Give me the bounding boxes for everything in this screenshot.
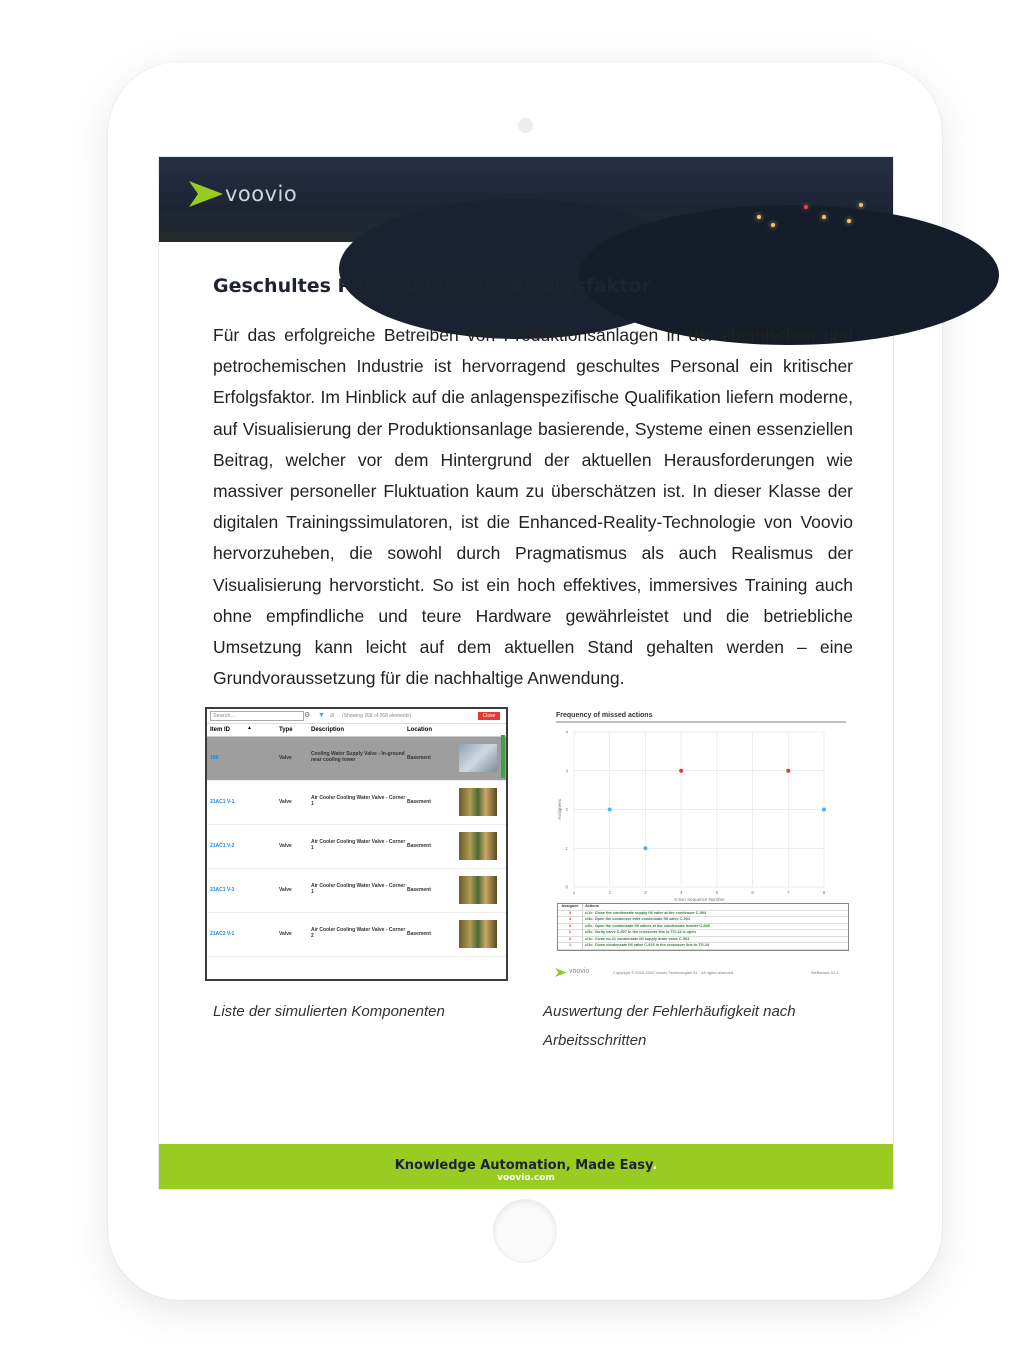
component-list-image — [205, 707, 508, 981]
x-tick-label: 5 — [715, 890, 719, 895]
row-thumbnail — [459, 876, 497, 904]
logo-text: voovio — [225, 182, 298, 206]
copyright-text: Copyright © 2019-2020 Voovio Technologies SL · All rights reserved. — [613, 970, 735, 975]
data-point — [643, 846, 647, 850]
x-tick-label: 8 — [822, 890, 826, 895]
home-button[interactable] — [494, 1200, 556, 1262]
row-thumbnail — [459, 744, 497, 772]
scroll-indicator — [501, 735, 505, 778]
actions-table-header: Assignee Actions — [558, 904, 848, 911]
sort-asc-icon: ▲ — [247, 725, 252, 731]
figure-footer — [555, 967, 845, 979]
actions-table-row: 3 c/6c: Open the condensate fill valves at the condensate header C-908 — [558, 924, 848, 931]
x-tick-label: 6 — [751, 890, 754, 895]
x-tick-label: 1 — [572, 890, 576, 895]
y-tick-label: 3 — [565, 768, 568, 774]
showing-count: (Showing 268 of 268 elements) — [342, 713, 412, 719]
footer-url[interactable]: voovio.com — [497, 1173, 555, 1183]
list-row: 21AC2 V-1 Valve Air Cooler Cooling Water Valve - Corner 2 Basement — [207, 913, 506, 957]
footer-tagline: Knowledge Automation, Made Easy. — [394, 1158, 658, 1173]
article-body: Für das erfolgreiche Betreiben von Produktionsanlagen in der chemischen und petrochemischen Industrie ist hervorragend geschultes Personal ein kritischer Erfolgsfaktor. Im Hinblick auf die anlagenspezifische Qualifikation liefern moderne, auf Visualisierung der Produktionsanlage basierende, Systeme einen essenziellen Beitrag, welcher vor dem Hintergrund der aktuellen Herausforderungen wie massiver personeller Fluktuation kaum zu überschätzen ist. In dieser Klasse der digitalen Trainingssimulatoren, ist die Enhanced-Reality-Technologie von Voovio hervorzuheben, die sowohl durch Pragmatismus als auch Realismus der Visualisierung hervorsticht. So ist ein hoch effektives, immersives Training auch ohne empfindliche und teure Hardware gewährleistet und die betriebliche Umsetzung kann leicht auf dem aktuellen Stand gehalten werden – eine Grundvoraussetzung für die nachhaltige Anwendung. — [213, 325, 853, 689]
scatter-chart — [549, 707, 849, 902]
y-tick-label: 0 — [565, 884, 568, 890]
list-row: 21AC1 V-3 Valve Air Cooler Cooling Water Valve - Corner 1 Basement — [207, 869, 506, 913]
data-point — [679, 769, 683, 773]
row-thumbnail — [459, 920, 497, 948]
col-description: Description — [311, 727, 345, 733]
article-heading: Geschultes Personal ist ein Erfolgsfaktor — [213, 275, 651, 297]
list-row: 21AC1 V-1 Valve Air Cooler Cooling Water Valve - Corner 1 Basement — [207, 781, 506, 825]
actions-table — [557, 903, 849, 951]
page-header — [159, 157, 893, 242]
data-point — [608, 808, 612, 812]
close-button: Close — [478, 712, 500, 720]
row-thumbnail — [459, 832, 497, 860]
chart-title: Frequency of missed actions — [556, 712, 653, 719]
actions-table-row: 1 c/3c: Close condensate fill valve C-915 in the crossover line to TG-24 — [558, 943, 848, 950]
y-axis-label: Assignees — [557, 799, 562, 820]
page-footer — [159, 1144, 893, 1189]
actions-table-row: 2 c/5c: Verify valve C-907 in the crossover line to TG-24 is open — [558, 930, 848, 937]
x-tick-label: 2 — [608, 890, 611, 895]
clear-filter-icon: ⌀ — [330, 712, 335, 719]
col-item-id: Item ID — [210, 727, 231, 733]
actions-table-row: 3 c/4c: Open the condenser inlet condensate fill valve C-904 — [558, 917, 848, 924]
y-tick-label: 1 — [565, 845, 568, 851]
list-header — [207, 724, 506, 737]
actions-table-row: 2 c/1c: Close no.21 condensate fill supply drain valve C-903 — [558, 937, 848, 944]
x-tick-label: 4 — [679, 890, 683, 895]
list-row: 21AC1 V-2 Valve Air Cooler Cooling Water Valve - Corner 1 Basement — [207, 825, 506, 869]
data-point — [822, 808, 826, 812]
y-tick-label: 4 — [565, 729, 568, 735]
y-tick-label: 2 — [565, 807, 568, 812]
settings-icon: ⚙ — [304, 712, 311, 719]
x-axis-label: Action Sequence Number — [673, 897, 725, 902]
figure-caption-chart: Auswertung der Fehlerhäufigkeit nach Arbeitsschritten — [543, 1003, 796, 1049]
voovio-mini-logo-icon — [555, 968, 567, 977]
data-point — [786, 769, 790, 773]
figure-caption-list: Liste der simulierten Komponenten — [213, 1003, 445, 1020]
list-search-input: Search... — [210, 711, 304, 721]
actions-table-row: 3 c/1c: Close the condensate supply fill valve at the condenser C-904 — [558, 911, 848, 918]
x-tick-label: 3 — [644, 890, 647, 895]
voovio-logo — [189, 181, 297, 207]
camera-dot — [518, 118, 533, 133]
version-text: SteBanure V1.1 — [810, 970, 839, 975]
list-row: 188 Valve Cooling Water Supply Valve - In-ground near cooling tower Basement — [207, 737, 506, 781]
col-type: Type — [279, 727, 293, 733]
document-page — [159, 157, 893, 1189]
x-tick-label: 7 — [787, 890, 790, 895]
missed-actions-image — [549, 707, 849, 982]
list-toolbar — [207, 709, 506, 724]
row-thumbnail — [459, 788, 497, 816]
col-location: Location — [407, 727, 432, 733]
voovio-logo-icon — [189, 181, 223, 207]
mini-logo-text: voovio — [569, 968, 590, 975]
filter-icon: ▼ — [318, 712, 325, 719]
